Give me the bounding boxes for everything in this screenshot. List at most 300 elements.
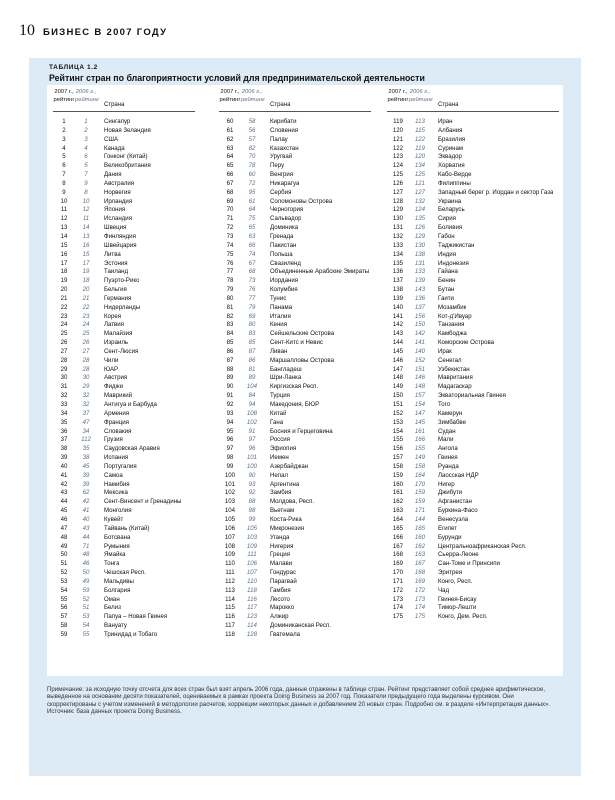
rank-2006: 108 — [246, 409, 258, 417]
table-row — [219, 383, 371, 392]
rank-2007: 123 — [392, 153, 404, 161]
country-name: Австралия — [104, 179, 135, 187]
country-name: Бразилия — [438, 135, 466, 143]
rank-2007: 58 — [60, 622, 68, 630]
country-name: Уругвай — [270, 153, 293, 161]
country-name: Ботсвана — [104, 533, 131, 541]
country-name: Микронезия — [270, 524, 305, 532]
rank-2006: 68 — [248, 268, 256, 276]
table-column-1 — [53, 85, 195, 640]
table-row — [387, 171, 559, 180]
table-row — [53, 127, 195, 136]
rank-2007: 117 — [225, 622, 235, 630]
rank-2006: 105 — [246, 524, 258, 532]
country-name: Индонезия — [438, 259, 469, 267]
country-name: Эритрея — [438, 569, 463, 577]
rank-2006: 59 — [82, 586, 90, 594]
table-row — [387, 198, 559, 207]
country-name: Лесото — [270, 595, 290, 603]
table-row — [53, 357, 195, 366]
country-name: Черногория — [270, 206, 304, 214]
country-name: Ирак — [438, 347, 452, 355]
rank-2006: 65 — [248, 224, 256, 232]
table-row — [387, 313, 559, 322]
rank-2006: 168 — [414, 569, 426, 577]
country-name: Словакия — [104, 427, 132, 435]
rank-2006: 103 — [246, 533, 258, 541]
country-name: Аргентина — [270, 480, 300, 488]
country-name: Казахстан — [270, 144, 299, 152]
rank-2007: 95 — [226, 427, 234, 435]
table-row — [53, 551, 195, 560]
rank-2006: 154 — [414, 401, 426, 408]
country-name: Замбия — [270, 489, 292, 497]
rank-2006: 164 — [414, 471, 426, 479]
rank-2006: 8 — [84, 188, 88, 196]
rank-2006: 93 — [248, 480, 256, 488]
table-row — [53, 481, 195, 490]
table-row — [219, 304, 371, 313]
table-row — [219, 180, 371, 189]
table-row — [219, 198, 371, 207]
country-name: Доминиканская Респ. — [270, 622, 331, 630]
rank-2007: 64 — [226, 153, 234, 161]
table-row — [53, 631, 195, 640]
table-heading — [49, 64, 425, 83]
country-name: США — [104, 135, 119, 143]
rank-2007: 21 — [60, 294, 68, 302]
table-row — [387, 569, 559, 578]
country-name: Гвинея — [438, 454, 458, 462]
country-name: Тимор-Лешти — [438, 604, 477, 612]
table-row — [219, 534, 371, 543]
rank-2006: 106 — [246, 560, 258, 568]
country-name: Чили — [104, 356, 119, 364]
table-row — [219, 551, 371, 560]
rank-2006: 175 — [414, 613, 426, 621]
country-name: Германия — [104, 294, 132, 302]
rank-2007: 172 — [392, 586, 404, 594]
rank-2007: 170 — [392, 569, 404, 577]
table-row — [387, 233, 559, 242]
rank-2007: 20 — [60, 286, 68, 294]
table-row — [53, 454, 195, 463]
rank-2006: 41 — [82, 507, 90, 515]
table-row — [53, 295, 195, 304]
header-rank-2007: 2007 г., рейтинг — [219, 89, 241, 103]
ranking-table — [47, 85, 563, 676]
rank-2007: 106 — [224, 524, 236, 532]
rank-2006: 99 — [248, 515, 256, 523]
rank-2006: 38 — [82, 454, 90, 462]
country-name: Латвия — [104, 321, 124, 329]
rank-2007: 76 — [226, 259, 234, 267]
country-name: Мозамбик — [438, 303, 467, 311]
rank-2007: 78 — [226, 277, 234, 285]
country-name: Иран — [438, 118, 453, 125]
table-row — [219, 543, 371, 552]
table-row — [219, 481, 371, 490]
table-row — [387, 481, 559, 490]
rank-2007: 101 — [224, 480, 236, 488]
rank-2006: 104 — [246, 383, 258, 391]
rank-2006: 145 — [414, 418, 426, 426]
country-name: Новая Зеландия — [104, 126, 151, 134]
table-row — [53, 622, 195, 631]
rank-2007: 169 — [392, 560, 404, 568]
rank-2006: 82 — [248, 144, 256, 152]
table-row — [53, 401, 195, 410]
rank-2006: 115 — [415, 126, 425, 134]
table-row — [53, 596, 195, 605]
rank-2007: 31 — [60, 383, 68, 391]
rank-2007: 152 — [392, 409, 404, 417]
rank-2007: 40 — [60, 462, 68, 470]
rank-2007: 13 — [60, 224, 68, 232]
country-name: Сальвадор — [270, 215, 302, 223]
rank-2006: 148 — [414, 383, 426, 391]
rank-2006: 151 — [414, 365, 426, 373]
rank-2006: 127 — [414, 188, 426, 196]
country-name: Доминика — [270, 224, 299, 232]
country-name: Эквадор — [438, 153, 462, 161]
rank-2006: 98 — [248, 507, 256, 515]
rank-2006: 174 — [414, 604, 426, 612]
country-name: Литва — [104, 250, 121, 258]
rank-2006: 128 — [246, 630, 258, 638]
table-row — [53, 268, 195, 277]
rank-2006: 165 — [414, 524, 426, 532]
header-rank-2006: 2006 г., рейтинг — [75, 89, 99, 103]
country-name: Гондурас — [270, 569, 297, 577]
country-name: Фиджи — [104, 383, 124, 391]
rank-2007: 24 — [60, 321, 68, 329]
table-row — [219, 445, 371, 454]
table-row — [53, 215, 195, 224]
table-panel — [29, 58, 581, 776]
country-name: Антигуа и Барбуда — [104, 401, 157, 408]
table-row — [387, 516, 559, 525]
country-name: Македония, БЮР — [270, 401, 320, 408]
rank-2007: 94 — [226, 418, 234, 426]
country-name: Кувейт — [104, 515, 124, 523]
rank-2006: 67 — [248, 259, 256, 267]
country-name: Уганда — [270, 533, 290, 541]
table-row — [219, 419, 371, 428]
country-name: Швеция — [104, 224, 127, 232]
country-name: Непал — [270, 471, 289, 479]
table-row — [53, 136, 195, 145]
country-name: Бутан — [438, 286, 455, 294]
rank-2006: 95 — [248, 188, 256, 196]
country-name: Белиз — [104, 604, 121, 612]
country-name: Панама — [270, 303, 293, 311]
rank-2006: 57 — [248, 135, 256, 143]
table-row — [387, 463, 559, 472]
rank-2007: 72 — [226, 224, 234, 232]
country-name: Венгрия — [270, 171, 294, 179]
table-row — [53, 560, 195, 569]
rank-2006: 172 — [414, 586, 426, 594]
rank-2006: 171 — [414, 507, 426, 515]
rank-2006: 107 — [246, 569, 258, 577]
rank-2006: 130 — [414, 241, 426, 249]
rank-2006: 46 — [82, 560, 90, 568]
rank-2006: 90 — [248, 471, 256, 479]
rank-2007: 4 — [62, 144, 66, 152]
table-row — [219, 436, 371, 445]
country-name: Тайвань (Китай) — [104, 524, 150, 532]
rank-2006: 81 — [248, 365, 256, 373]
rank-2006: 173 — [414, 595, 426, 603]
table-row — [219, 127, 371, 136]
rank-2007: 80 — [226, 294, 234, 302]
table-row — [219, 613, 371, 622]
rank-2007: 148 — [392, 374, 404, 382]
table-row — [387, 286, 559, 295]
table-row — [387, 321, 559, 330]
country-name: Бельгия — [104, 286, 127, 294]
table-row — [387, 445, 559, 454]
rank-2007: 104 — [224, 507, 236, 515]
country-name: Кирибати — [270, 118, 297, 125]
country-name: Коста-Рика — [270, 515, 302, 523]
rank-2007: 86 — [226, 347, 234, 355]
rank-2006: 140 — [414, 347, 426, 355]
country-name: Танзания — [438, 321, 465, 329]
table-row — [387, 180, 559, 189]
rank-2007: 9 — [62, 188, 66, 196]
country-name: Ирландия — [104, 197, 133, 205]
rank-2006: 56 — [248, 126, 256, 134]
country-name: Экваториальная Гвинея — [438, 392, 506, 400]
rank-2006: 51 — [82, 604, 90, 612]
country-name: Афганистан — [438, 498, 472, 506]
country-name: Босния и Герцеговина — [270, 427, 333, 435]
rank-2006: 169 — [414, 577, 426, 585]
rank-2007: 147 — [392, 365, 404, 373]
country-name: Таиланд — [104, 268, 129, 276]
country-name: Сенегал — [438, 356, 462, 364]
table-row — [387, 507, 559, 516]
rank-2006: 19 — [82, 268, 90, 276]
table-row — [53, 198, 195, 207]
rank-2006: 129 — [414, 232, 426, 240]
rank-2006: 58 — [248, 118, 256, 125]
country-name: Гамбия — [270, 586, 291, 594]
table-row — [387, 145, 559, 154]
rank-2006: 6 — [84, 153, 88, 161]
rank-2007: 103 — [224, 498, 236, 506]
rank-2006: 12 — [82, 206, 90, 214]
country-name: Гренада — [270, 232, 294, 240]
table-row — [219, 357, 371, 366]
rank-2007: 158 — [392, 462, 404, 470]
rank-2007: 32 — [60, 392, 68, 400]
table-row — [387, 136, 559, 145]
country-name: Сирия — [438, 215, 456, 223]
country-name: Австрия — [104, 374, 128, 382]
table-row — [219, 578, 371, 587]
rank-2006: 120 — [414, 153, 426, 161]
rank-2007: 155 — [392, 436, 404, 444]
rank-2007: 34 — [60, 409, 68, 417]
rank-2007: 141 — [392, 312, 404, 320]
country-name: Болгария — [104, 586, 131, 594]
rank-2006: 25 — [82, 330, 90, 338]
table-row — [387, 489, 559, 498]
rank-2006: 133 — [414, 268, 426, 276]
rank-2007: 42 — [60, 480, 68, 488]
country-name: Грузия — [104, 436, 123, 444]
table-row — [53, 516, 195, 525]
rank-2006: 43 — [82, 524, 90, 532]
rank-2006: 155 — [414, 445, 426, 453]
country-name: Тонга — [104, 560, 120, 568]
header-country: Страна — [270, 102, 291, 108]
rank-2007: 73 — [226, 232, 234, 240]
rank-2007: 136 — [392, 268, 404, 276]
table-row — [219, 330, 371, 339]
rank-2006: 137 — [414, 303, 426, 311]
rank-2006: 60 — [248, 171, 256, 179]
rank-2007: 50 — [60, 551, 68, 559]
country-name: Йемен — [270, 454, 289, 462]
rank-2007: 75 — [226, 250, 234, 258]
rank-2006: 28 — [82, 356, 90, 364]
rank-2007: 167 — [392, 542, 404, 550]
country-name: Беларусь — [438, 206, 465, 214]
rank-2006: 159 — [414, 498, 426, 506]
rank-2006: 9 — [84, 179, 88, 187]
header-rank-2007: 2007 г., рейтинг — [387, 89, 409, 103]
table-row — [219, 392, 371, 401]
rank-2007: 159 — [392, 471, 404, 479]
table-row — [219, 321, 371, 330]
country-name: Албания — [438, 126, 463, 134]
rank-2006: 26 — [82, 339, 90, 347]
country-name: Свазиленд — [270, 259, 301, 267]
table-row — [219, 153, 371, 162]
column-header — [387, 85, 559, 112]
rank-2006: 112 — [81, 436, 91, 444]
country-name: Оман — [104, 595, 120, 603]
page-number: 10 — [19, 22, 35, 39]
country-name: Узбекистан — [438, 365, 470, 373]
rank-2007: 8 — [62, 179, 66, 187]
country-name: Колумбия — [270, 286, 298, 294]
rank-2006: 110 — [247, 577, 257, 585]
country-name: Сейшельские Острова — [270, 330, 335, 338]
rank-2007: 84 — [226, 330, 234, 338]
rank-2006: 53 — [82, 613, 90, 621]
table-row — [387, 206, 559, 215]
table-row — [53, 445, 195, 454]
country-name: Сент-Китс и Невис — [270, 339, 323, 347]
rank-2007: 87 — [226, 356, 234, 364]
country-name: Гана — [270, 418, 284, 426]
rank-2006: 28 — [82, 365, 90, 373]
rank-2007: 133 — [392, 241, 404, 249]
rank-2006: 66 — [248, 241, 256, 249]
table-row — [387, 304, 559, 313]
table-row — [53, 145, 195, 154]
rank-2007: 163 — [392, 507, 404, 515]
rank-2007: 143 — [392, 330, 404, 338]
rank-2006: 49 — [82, 577, 90, 585]
rank-2006: 37 — [82, 409, 90, 417]
country-name: Вануату — [104, 622, 127, 630]
country-name: Великобритания — [104, 162, 151, 170]
rank-2006: 40 — [82, 515, 90, 523]
rank-2007: 43 — [60, 489, 68, 497]
country-name: Шри-Ланка — [270, 374, 302, 382]
table-row — [387, 551, 559, 560]
table-row — [219, 622, 371, 631]
table-row — [53, 419, 195, 428]
rank-2007: 45 — [60, 507, 68, 515]
table-row — [219, 560, 371, 569]
country-name: Соломоновы Острова — [270, 197, 333, 205]
rank-2006: 159 — [414, 489, 426, 497]
rank-2007: 156 — [392, 445, 404, 453]
table-row — [387, 578, 559, 587]
rank-2007: 81 — [226, 303, 234, 311]
country-name: Центральноафриканская Респ. — [438, 542, 527, 550]
rank-2007: 37 — [60, 436, 68, 444]
country-name: Нигер — [438, 480, 455, 488]
rank-2006: 1 — [84, 118, 88, 125]
rank-2006: 144 — [414, 515, 426, 523]
table-notes — [47, 686, 563, 716]
rank-2006: 14 — [82, 224, 90, 232]
country-name: Камерун — [438, 409, 463, 417]
rank-2007: 38 — [60, 445, 68, 453]
table-row — [219, 454, 371, 463]
table-row — [53, 543, 195, 552]
country-name: Бурунди — [438, 533, 462, 541]
rank-2007: 39 — [60, 454, 68, 462]
table-row — [387, 215, 559, 224]
rank-2006: 87 — [248, 347, 256, 355]
rank-2006: 61 — [248, 197, 256, 205]
table-row — [387, 224, 559, 233]
table-row — [219, 401, 371, 410]
country-name: Чешская Респ. — [104, 569, 146, 577]
country-name: Намибия — [104, 480, 130, 488]
rank-2006: 79 — [248, 303, 256, 311]
rank-2006: 117 — [247, 604, 257, 612]
country-name: Гонконг (Китай) — [104, 153, 148, 161]
rank-2006: 77 — [248, 294, 256, 302]
table-row — [219, 348, 371, 357]
table-row — [387, 295, 559, 304]
rank-2007: 153 — [392, 418, 404, 426]
rank-2006: 34 — [82, 427, 90, 435]
table-row — [53, 498, 195, 507]
rank-2006: 73 — [248, 277, 256, 285]
table-row — [219, 631, 371, 640]
table-row — [219, 516, 371, 525]
rank-2007: 27 — [60, 347, 68, 355]
country-name: Гвинея-Бисау — [438, 595, 477, 603]
rank-2007: 35 — [60, 418, 68, 426]
header-country: Страна — [104, 102, 125, 108]
table-row — [53, 153, 195, 162]
table-row — [387, 392, 559, 401]
rank-2006: 86 — [248, 356, 256, 364]
rank-2007: 100 — [224, 471, 236, 479]
